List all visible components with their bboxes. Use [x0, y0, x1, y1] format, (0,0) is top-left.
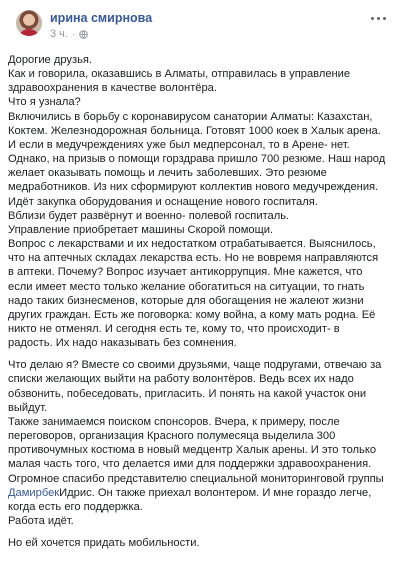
post-line: здравоохранения в качестве волонтёра. [8, 82, 217, 95]
post-line: что на аптечных складах лекарства есть. Но не вовремя направляются [8, 252, 379, 265]
post-line: переговоров, организация Красного полумесяца выделила 300 [8, 430, 336, 443]
post-line: Но ей хочется придать мобильности. [8, 537, 200, 550]
post-line: надо таких бизнесменов, которые для обогащения не жалеют жизни [8, 294, 364, 307]
post-line: желает оказывать помощь и лечить заболевших. Это резюме [8, 167, 327, 180]
post-line: радость. Их надо наказывать без сомнения. [8, 337, 237, 350]
post-line: когда есть его поддержка. [8, 500, 143, 513]
post-body [8, 53, 396, 550]
post-link-line [8, 486, 396, 500]
separator-dot: · [71, 29, 75, 39]
post-line: Что делаю я? Вместе со своими друзьями, чаще подругами, отвечаю за [8, 359, 382, 372]
avatar[interactable] [16, 10, 42, 36]
globe-icon[interactable] [79, 30, 88, 39]
post-line: противочумных костюма в новый медцентр Халык арены. И это только [8, 444, 377, 457]
post-paragraph-4 [8, 536, 396, 550]
post-line: Коктем. Железнодорожная больница. Готовят 1000 коек в Халык арена. [8, 124, 381, 137]
post-paragraph-3 [8, 500, 396, 528]
more-options-icon[interactable] [368, 12, 388, 24]
post-line: Однако, на призыв о помощи горздрава пришло 700 резюме. Наш народ [8, 153, 386, 166]
post-meta [50, 28, 88, 40]
post-line: если имеет место только желание обогатиться на ситуации, то гнать [8, 280, 365, 293]
post-line: Вопрос с лекарствами и их недостатком отрабатывается. Выяснилось, [8, 238, 376, 251]
post-line: Также занимаемся поиском спонсоров. Вчера, к примеру, после [8, 415, 340, 428]
post-line: в аптеки. Почему? Вопрос изучает антикоррупция. Мне кажется, что [8, 266, 363, 279]
post-paragraph-2 [8, 358, 396, 485]
post-line: Что я узнала? [8, 96, 81, 109]
post-line: медработников. Из них сформируют коллектив нового медучреждения. [8, 181, 379, 194]
post-line: Управление приобретает машины Скорой помощи. [8, 223, 274, 236]
post-line: Как и говорила, оказавшись в Алматы, отправилась в управление [8, 68, 351, 81]
post-line: малая часть того, что делается ими для поддержки здравоохранения. [8, 458, 372, 471]
post-line: Вблизи будет развёрнут и военно- полевой госпиталь. [8, 209, 290, 222]
post-line: выйдут. [8, 401, 48, 414]
post-line: Работа идёт. [8, 515, 74, 527]
post-line: списки желающих выйти на работу волонтёров. Ведь всех их надо [8, 373, 354, 386]
post-line: Идёт закупка оборудования и оснащение нового госпиталя. [8, 195, 318, 208]
post-line: Включились в борьбу с коронавирусом санатории Алматы: Казахстан, [8, 110, 373, 123]
author-name[interactable]: ирина смирнова [50, 11, 153, 25]
post-header [8, 0, 396, 46]
post-line: Дорогие друзья. [8, 54, 93, 66]
post-timestamp[interactable]: 3 ч. [50, 28, 68, 40]
post-line: И если в медучреждениях уже был медперсонал, то в Арене- нет. [8, 138, 350, 151]
post-line: никто не отменял. И сегодня есть те, кому то, что происходит- в [8, 322, 340, 335]
mention-link[interactable]: Дамирбек [8, 486, 60, 499]
post-line: обзвонить, побеседовать, пригласить. И понять на какой участок они [8, 387, 367, 400]
post-line: других граждан. Есть же поговорка: кому война, а кому мать родна. Её [8, 308, 376, 321]
post-line: Огромное спасибо представителю специальной мониторинговой группы [8, 472, 384, 485]
post-paragraph-1 [8, 53, 396, 350]
post-line-text: Идрис. Он также приехал волонтером. И мне гораздо легче, [59, 486, 372, 499]
